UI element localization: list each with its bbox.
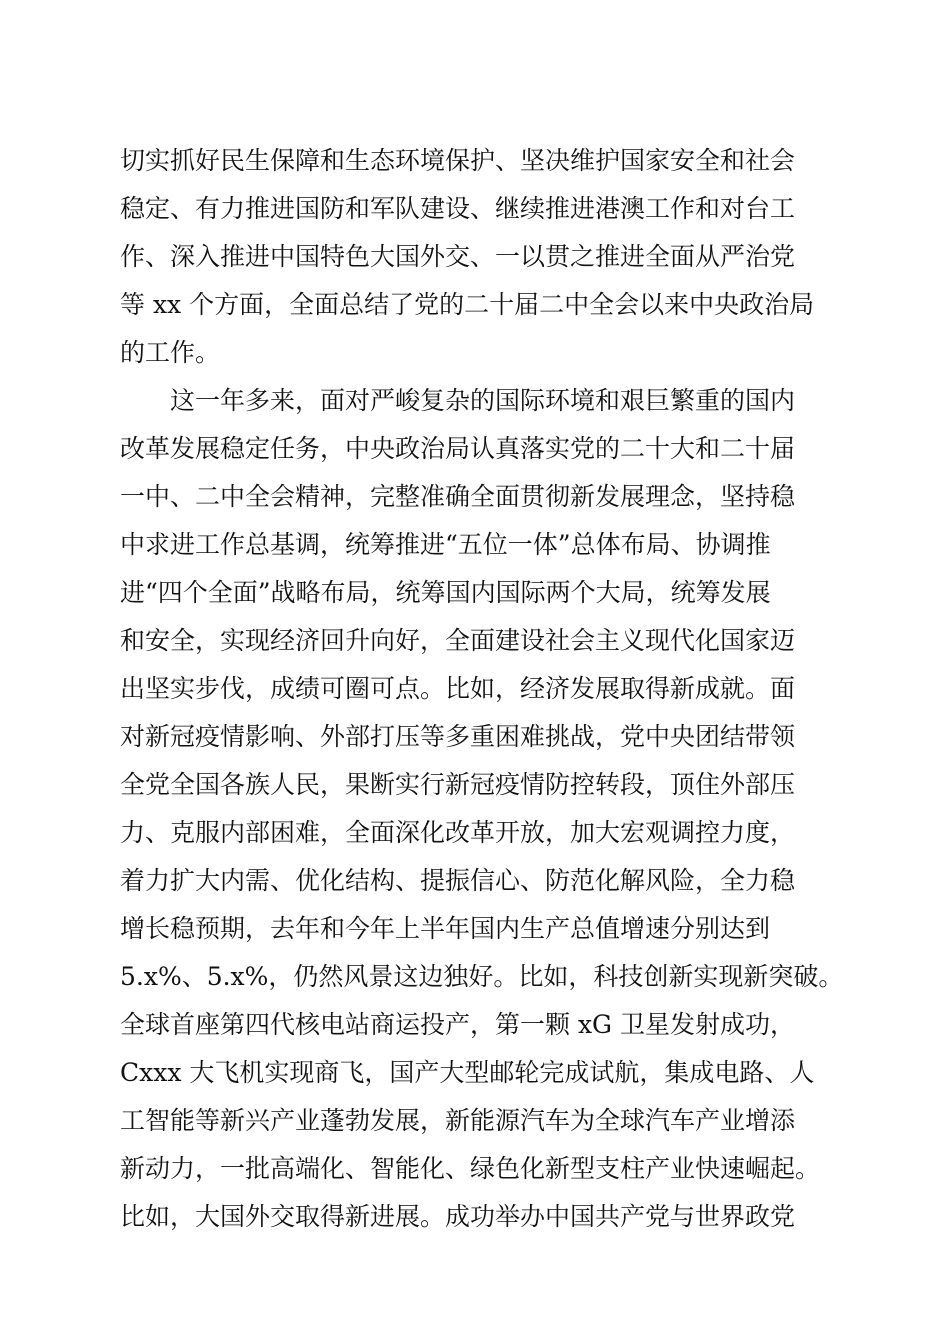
text-line: 切实抓好民生保障和生态环境保护、坚决维护国家安全和社会 (120, 146, 796, 175)
text-line: 对新冠疫情影响、外部打压等多重困难挑战，党中央团结带领 (120, 722, 796, 751)
text-line: 增长稳预期，去年和今年上半年国内生产总值增速分别达到 (120, 914, 771, 943)
text-line: Cxxx 大飞机实现商飞，国产大型邮轮完成试航，集成电路、人 (120, 1058, 815, 1087)
text-line: 等 xx 个方面，全面总结了党的二十届二中全会以来中央政治局 (120, 290, 815, 319)
text-line: 的工作。 (120, 338, 221, 367)
text-line: 新动力，一批高端化、智能化、绿色化新型支柱产业快速崛起。 (120, 1154, 821, 1183)
text-line: 全球首座第四代核电站商运投产，第一颗 xG 卫星发射成功， (120, 1010, 795, 1039)
text-line: 和安全，实现经济回升向好，全面建设社会主义现代化国家迈 (120, 626, 796, 655)
text-line: 中求进工作总基调，统筹推进“五位一体”总体布局、协调推 (120, 530, 771, 559)
text-line: 作、深入推进中国特色大国外交、一以贯之推进全面从严治党 (120, 242, 796, 271)
paragraph-first-line: 这一年多来，面对严峻复杂的国际环境和艰巨繁重的国内 (170, 386, 796, 415)
text-line: 5.x%、5.x%，仍然风景这边独好。比如，科技创新实现新突破。 (120, 962, 844, 991)
text-line: 比如，大国外交取得新进展。成功举办中国共产党与世界政党 (120, 1202, 796, 1231)
text-line: 一中、二中全会精神，完整准确全面贯彻新发展理念，坚持稳 (120, 482, 796, 511)
text-line: 改革发展稳定任务，中央政治局认真落实党的二十大和二十届 (120, 434, 796, 463)
text-line: 力、克服内部困难，全面深化改革开放，加大宏观调控力度， (120, 818, 796, 847)
text-line: 工智能等新兴产业蓬勃发展，新能源汽车为全球汽车产业增添 (120, 1106, 796, 1135)
body-text (120, 137, 844, 1241)
text-line: 进“四个全面”战略布局，统筹国内国际两个大局，统筹发展 (120, 578, 771, 607)
text-line: 着力扩大内需、优化结构、提振信心、防范化解风险，全力稳 (120, 866, 796, 895)
text-line: 出坚实步伐，成绩可圈可点。比如，经济发展取得新成就。面 (120, 674, 796, 703)
text-line: 全党全国各族人民，果断实行新冠疫情防控转段，顶住外部压 (120, 770, 796, 799)
text-line: 稳定、有力推进国防和军队建设、继续推进港澳工作和对台工 (120, 194, 796, 223)
